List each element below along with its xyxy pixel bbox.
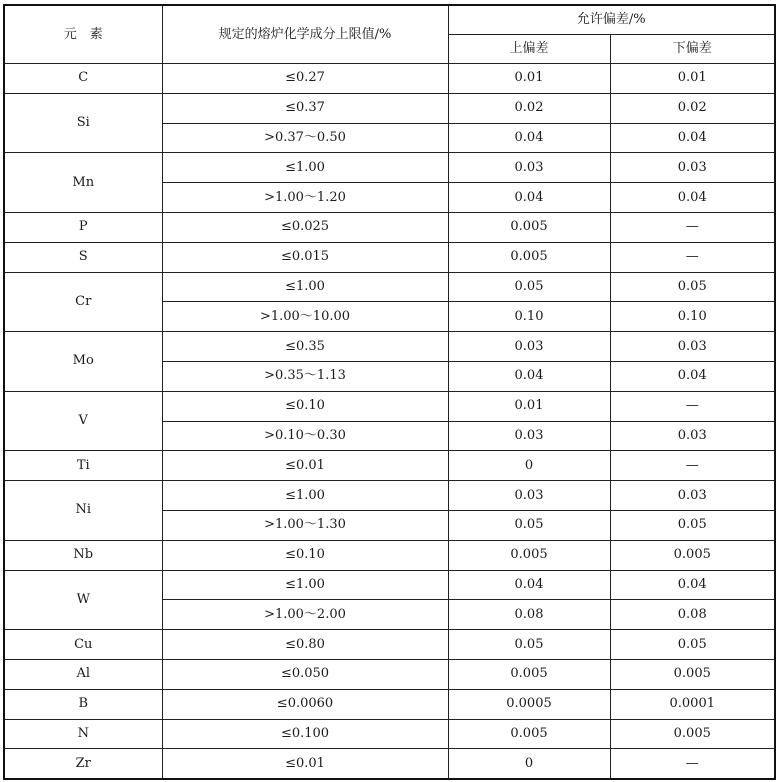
- upper-cell: 0.005: [448, 242, 610, 272]
- lower-cell: 0.05: [610, 510, 775, 540]
- element-cell: Al: [4, 659, 162, 689]
- lower-cell: 0.10: [610, 302, 775, 332]
- upper-cell: 0.005: [448, 719, 610, 749]
- lower-cell: —: [610, 451, 775, 481]
- upper-cell: 0.10: [448, 302, 610, 332]
- range-cell: ≤0.100: [162, 719, 448, 749]
- upper-cell: 0.05: [448, 272, 610, 302]
- element-cell: Mn: [4, 153, 162, 213]
- element-cell: Cr: [4, 272, 162, 332]
- upper-cell: 0.03: [448, 481, 610, 511]
- header-upper: 上偏差: [448, 35, 610, 64]
- range-cell: ≤0.10: [162, 540, 448, 570]
- lower-cell: 0.04: [610, 183, 775, 213]
- upper-cell: 0.04: [448, 570, 610, 600]
- element-cell: Si: [4, 93, 162, 153]
- element-cell: Ti: [4, 451, 162, 481]
- table-row: [4, 272, 775, 302]
- element-cell: Ni: [4, 481, 162, 541]
- table-row: [4, 570, 775, 600]
- upper-cell: 0.08: [448, 600, 610, 630]
- range-cell: ≤0.80: [162, 630, 448, 660]
- upper-cell: 0.03: [448, 332, 610, 362]
- tolerance-table: [3, 4, 776, 780]
- table-row: [4, 749, 775, 779]
- range-cell: ≤0.37: [162, 93, 448, 123]
- lower-cell: 0.04: [610, 570, 775, 600]
- element-cell: C: [4, 64, 162, 94]
- range-cell: ≤0.27: [162, 64, 448, 94]
- element-cell: Mo: [4, 332, 162, 392]
- header-limit: 规定的熔炉化学成分上限值/%: [162, 5, 448, 64]
- table-row: [4, 391, 775, 421]
- table-row: [4, 153, 775, 183]
- range-cell: >0.37～0.50: [162, 123, 448, 153]
- upper-cell: 0.04: [448, 361, 610, 391]
- range-cell: ≤1.00: [162, 272, 448, 302]
- lower-cell: 0.05: [610, 272, 775, 302]
- range-cell: >0.10～0.30: [162, 421, 448, 451]
- lower-cell: 0.005: [610, 540, 775, 570]
- upper-cell: 0.03: [448, 153, 610, 183]
- table-row: [4, 719, 775, 749]
- upper-cell: 0.05: [448, 630, 610, 660]
- header-element: 元 素: [4, 5, 162, 64]
- lower-cell: 0.03: [610, 153, 775, 183]
- range-cell: ≤0.0060: [162, 689, 448, 719]
- table-row: [4, 332, 775, 362]
- element-cell: Cu: [4, 630, 162, 660]
- element-cell: Nb: [4, 540, 162, 570]
- range-cell: >1.00～2.00: [162, 600, 448, 630]
- header-tolerance: 允许偏差/%: [448, 5, 775, 35]
- element-cell: W: [4, 570, 162, 630]
- lower-cell: 0.03: [610, 481, 775, 511]
- table-row: [4, 212, 775, 242]
- table-row: [4, 242, 775, 272]
- range-cell: >1.00～1.20: [162, 183, 448, 213]
- lower-cell: 0.04: [610, 361, 775, 391]
- table-row: [4, 689, 775, 719]
- table-row: [4, 630, 775, 660]
- upper-cell: 0: [448, 749, 610, 779]
- range-cell: ≤0.10: [162, 391, 448, 421]
- table-row: [4, 451, 775, 481]
- upper-cell: 0.01: [448, 391, 610, 421]
- element-cell: V: [4, 391, 162, 451]
- range-cell: ≤1.00: [162, 153, 448, 183]
- range-cell: >1.00～10.00: [162, 302, 448, 332]
- lower-cell: 0.03: [610, 421, 775, 451]
- upper-cell: 0.005: [448, 659, 610, 689]
- lower-cell: 0.01: [610, 64, 775, 94]
- lower-cell: 0.08: [610, 600, 775, 630]
- lower-cell: —: [610, 242, 775, 272]
- range-cell: ≤0.35: [162, 332, 448, 362]
- lower-cell: 0.005: [610, 659, 775, 689]
- upper-cell: 0.04: [448, 123, 610, 153]
- table-row: [4, 64, 775, 94]
- lower-cell: 0.03: [610, 332, 775, 362]
- lower-cell: 0.0001: [610, 689, 775, 719]
- range-cell: ≤0.050: [162, 659, 448, 689]
- lower-cell: 0.005: [610, 719, 775, 749]
- table-row: [4, 540, 775, 570]
- upper-cell: 0.0005: [448, 689, 610, 719]
- element-cell: N: [4, 719, 162, 749]
- lower-cell: 0.04: [610, 123, 775, 153]
- element-cell: P: [4, 212, 162, 242]
- element-cell: B: [4, 689, 162, 719]
- header-lower: 下偏差: [610, 35, 775, 64]
- upper-cell: 0.005: [448, 540, 610, 570]
- range-cell: >1.00～1.30: [162, 510, 448, 540]
- range-cell: ≤0.025: [162, 212, 448, 242]
- element-cell: S: [4, 242, 162, 272]
- lower-cell: 0.05: [610, 630, 775, 660]
- element-cell: Zr: [4, 749, 162, 779]
- range-cell: ≤1.00: [162, 481, 448, 511]
- upper-cell: 0: [448, 451, 610, 481]
- upper-cell: 0.01: [448, 64, 610, 94]
- upper-cell: 0.03: [448, 421, 610, 451]
- lower-cell: —: [610, 212, 775, 242]
- upper-cell: 0.04: [448, 183, 610, 213]
- range-cell: ≤0.01: [162, 451, 448, 481]
- table-row: [4, 659, 775, 689]
- upper-cell: 0.05: [448, 510, 610, 540]
- upper-cell: 0.02: [448, 93, 610, 123]
- lower-cell: —: [610, 391, 775, 421]
- table-body: [4, 64, 775, 780]
- upper-cell: 0.005: [448, 212, 610, 242]
- range-cell: >0.35～1.13: [162, 361, 448, 391]
- table-row: [4, 481, 775, 511]
- table-row: [4, 93, 775, 123]
- range-cell: ≤0.015: [162, 242, 448, 272]
- lower-cell: 0.02: [610, 93, 775, 123]
- range-cell: ≤0.01: [162, 749, 448, 779]
- lower-cell: —: [610, 749, 775, 779]
- range-cell: ≤1.00: [162, 570, 448, 600]
